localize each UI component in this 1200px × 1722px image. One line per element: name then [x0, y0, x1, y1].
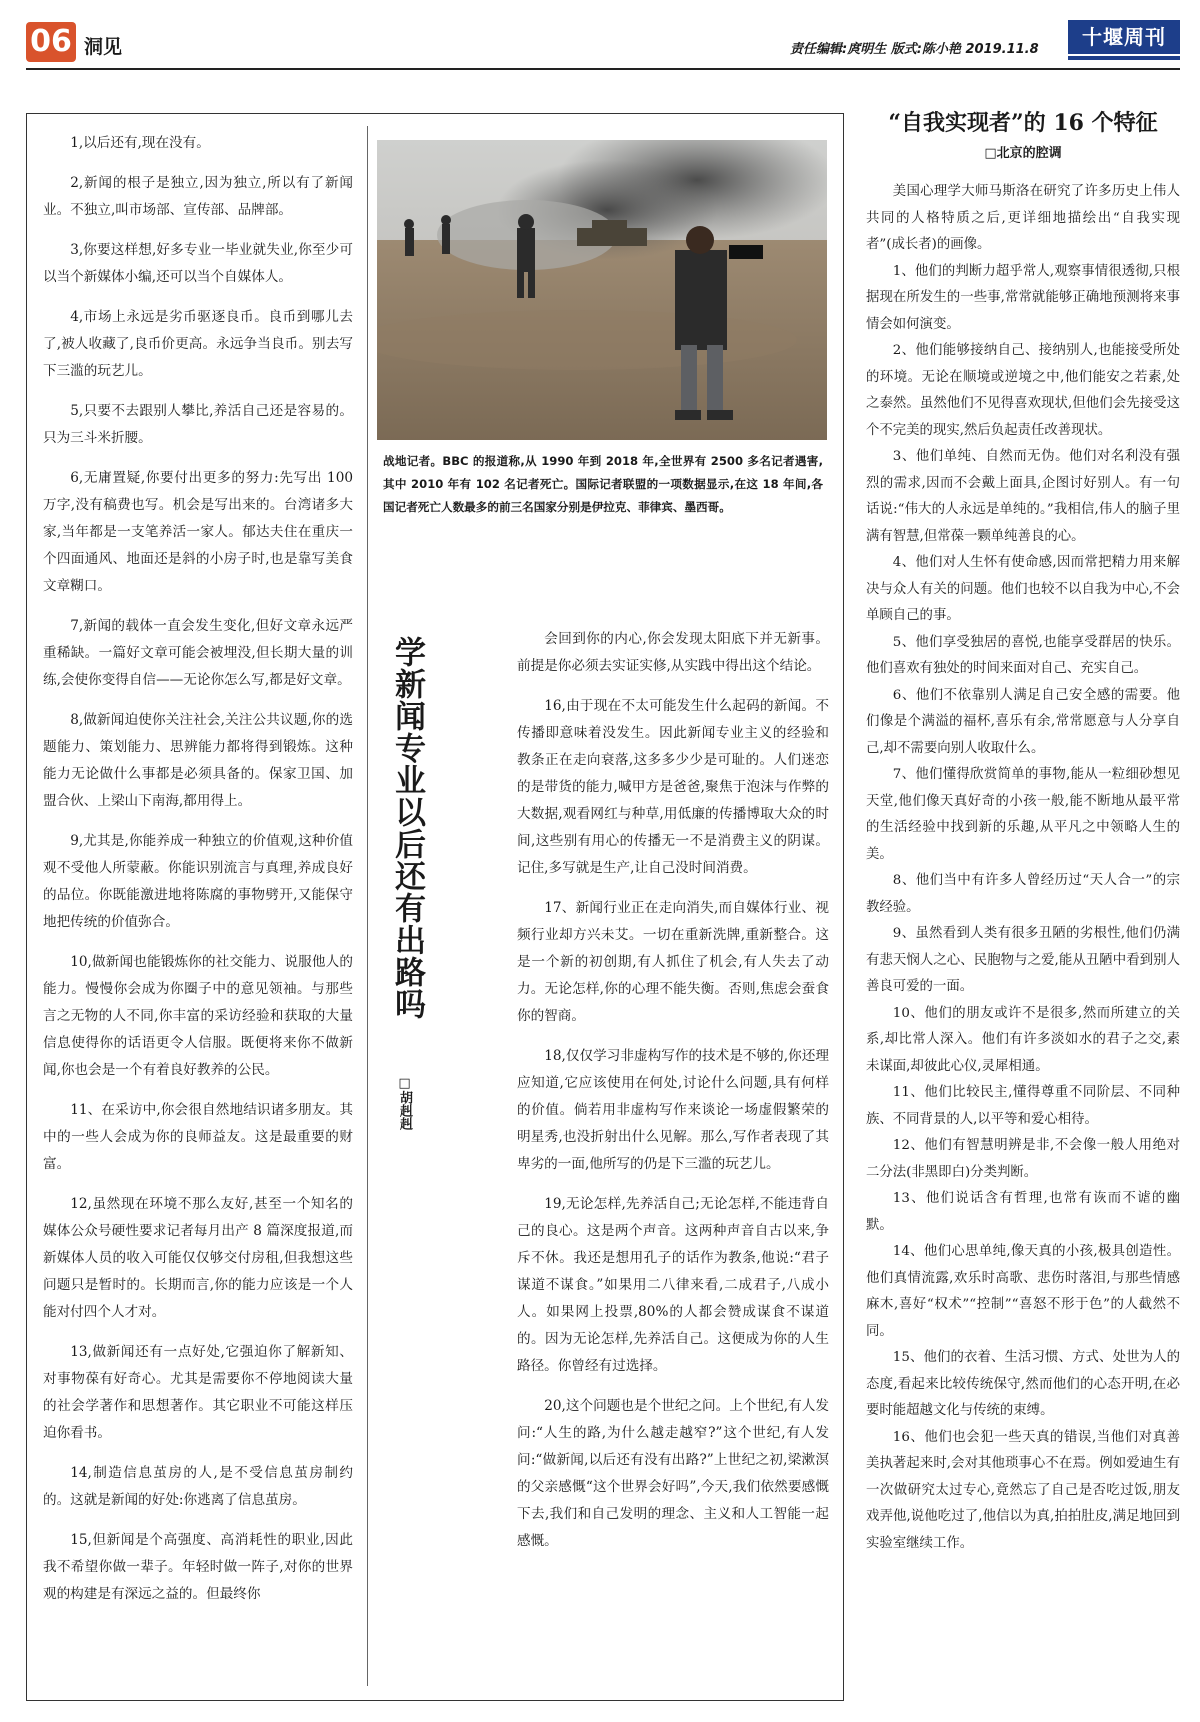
masthead-stripe	[1068, 56, 1180, 60]
side-article-paragraph: 美国心理学大师马斯洛在研究了许多历史上伟人共同的人格特质之后,更详细地描绘出“自我实现者”(成长者)的画像。	[866, 184, 1180, 252]
header-rule	[26, 68, 1180, 70]
article-column-2	[517, 626, 829, 1568]
side-article-paragraph: 10、他们的朋友或许不是很多,然而所建立的关系,却比常人深入。他们有许多淡如水的君子之交,素未谋面,却彼此心仪,灵犀相通。	[866, 1005, 1180, 1074]
side-article-paragraph: 13、他们说话含有哲理,也常有诙而不谑的幽默。	[866, 1191, 1180, 1233]
article-paragraph: 13,做新闻还有一点好处,它强迫你了解新知、对事物葆有好奇心。尤其是需要你不停地阅读大量的社会学著作和思想著作。其它职业不可能这样压迫你看书。	[43, 1344, 353, 1441]
article-paragraph: 4,市场上永远是劣币驱逐良币。良币到哪儿去了,被人收藏了,良币价更高。永远争当良币。别去写下三滥的玩艺儿。	[43, 309, 353, 379]
side-article-title: “自我实现者”的 16 个特征	[888, 110, 1158, 136]
main-article	[26, 113, 844, 1701]
column-divider	[367, 126, 368, 1686]
article-column-1	[43, 130, 353, 1621]
side-article-paragraph: 14、他们心思单纯,像天真的小孩,极具创造性。他们真情流露,欢乐时高歌、悲伤时落泪,与那些情感麻木,喜好“权术”“控制”“喜怒不形于色”的人截然不同。	[866, 1244, 1180, 1339]
article-paragraph: 9,尤其是,你能养成一种独立的价值观,这种价值观不受他人所蒙蔽。你能识别流言与真理,养成良好的品位。你既能激进地将陈腐的事物劈开,又能保守地把传统的价值弥合。	[43, 833, 353, 930]
article-paragraph: 3,你要这样想,好多专业一毕业就失业,你至少可以当个新媒体小编,还可以当个自媒体人。	[43, 242, 353, 285]
side-article-paragraph: 1、他们的判断力超乎常人,观察事情很透彻,只根据现在所发生的一些事,常常就能够正确地预测将来事情会如何演变。	[866, 263, 1180, 332]
section-name: 洞见	[84, 36, 123, 58]
article-paragraph: 1,以后还有,现在没有。	[70, 135, 210, 151]
page-header	[0, 0, 1200, 80]
article-paragraph: 16,由于现在不太可能发生什么起码的新闻。不传播即意味着没发生。因此新闻专业主义的经验和教条正在走向衰落,这多多少少是可耻的。人们迷恋的是带货的能力,喊甲方是爸爸,聚焦于泡沫与作弊的大数据,观看网红与种草,用低廉的传播博取大众的时间,这些别有用心的传播无一不是消费主义的阴谋。记住,多写就是生产,让自己没时间消费。	[517, 698, 829, 876]
side-article-paragraph: 2、他们能够接纳自己、接纳别人,也能接受所处的环境。无论在顺境或逆境之中,他们能安之若素,处之泰然。虽然他们不见得喜欢现状,但他们会先接受这个不完美的现实,然后负起责任改善现状。	[866, 343, 1180, 438]
article-paragraph: 12,虽然现在环境不那么友好,甚至一个知名的媒体公众号硬性要求记者每月出产 8 篇深度报道,而新媒体人员的收入可能仅仅够交付房租,但我想这些问题只是暂时的。长期而言,你的能力应该是一个人能对付四个人才对。	[43, 1196, 353, 1320]
side-article-paragraph: 15、他们的衣着、生活习惯、方式、处世为人的态度,看起来比较传统保守,然而他们的心态开明,在必要时能超越文化与传统的束缚。	[866, 1350, 1180, 1418]
article-paragraph: 5,只要不去跟别人攀比,养活自己还是容易的。只为三斗米折腰。	[43, 403, 353, 446]
side-article-paragraph: 3、他们单纯、自然而无伪。他们对名利没有强烈的需求,因而不会戴上面具,企图讨好别人。有一句话说:“伟大的人永远是单纯的。”我相信,伟人的脑子里满有智慧,但常葆一颗单纯善良的心。	[866, 449, 1180, 544]
article-paragraph: 8,做新闻迫使你关注社会,关注公共议题,你的选题能力、策划能力、思辨能力都将得到锻炼。这种能力无论做什么事都是必须具备的。保家卫国、加盟合伙、上梁山下南海,都用得上。	[43, 712, 353, 809]
side-article-author: □北京的腔调	[984, 146, 1062, 161]
article-paragraph: 10,做新闻也能锻炼你的社交能力、说服他人的能力。慢慢你会成为你圈子中的意见领袖。与那些言之无物的人不同,你丰富的采访经验和获取的大量信息使得你的话语更令人信服。既便将来你不做新闻,你也会是一个有着良好教养的公民。	[43, 954, 353, 1078]
side-article-paragraph: 6、他们不依靠别人满足自己安全感的需要。他们像是个满溢的福杯,喜乐有余,常常愿意与人分享自己,却不需要向别人收取什么。	[866, 687, 1180, 756]
photo-illustration	[377, 140, 827, 440]
side-article-paragraph: 8、他们当中有许多人曾经历过“天人合一”的宗教经验。	[866, 873, 1180, 915]
side-article-paragraph: 9、虽然看到人类有很多丑陋的劣根性,他们仍满有悲天悯人之心、民胞物与之爱,能从丑陋中看到别人善良可爱的一面。	[866, 926, 1180, 994]
article-paragraph: 18,仅仅学习非虚构写作的技术是不够的,你还理应知道,它应该使用在何处,讨论什么问题,具有何样的价值。倘若用非虚构写作来谈论一场虚假繁荣的明星秀,也没折射出什么见解。那么,写作者表现了其卑劣的一面,他所写的仍是下三滥的玩艺儿。	[517, 1048, 829, 1172]
side-article-paragraph: 4、他们对人生怀有使命感,因而常把精力用来解决与众人有关的问题。他们也较不以自我为中心,不会单顾自己的事。	[866, 555, 1180, 623]
article-paragraph: 17、新闻行业正在走向消失,而自媒体行业、视频行业却方兴未艾。一切在重新洗牌,重新整合。这是一个新的初创期,有人抓住了机会,有人失去了动力。无论怎样,你的心理不能失衡。否则,焦虑会蚕食你的智商。	[517, 900, 829, 1024]
side-article-paragraph: 7、他们懂得欣赏简单的事物,能从一粒细砂想见天堂,他们像天真好奇的小孩一般,能不断地从最平常的生活经验中找到新的乐趣,从平凡之中领略人生的美。	[866, 767, 1180, 862]
side-article-paragraph: 12、他们有智慧明辨是非,不会像一般人用绝对二分法(非黑即白)分类判断。	[866, 1138, 1180, 1180]
article-paragraph: 19,无论怎样,先养活自己;无论怎样,不能违背自己的良心。这是两个声音。这两种声音自古以来,争斥不休。我还是想用孔子的话作为教条,他说:“君子谋道不谋食。”如果用二八律来看,二成君子,八成小人。如果网上投票,80%的人都会赞成谋食不谋道的。因为无论怎样,先养活自己。这便成为你的人生路径。你曾经有过选择。	[517, 1196, 829, 1374]
side-article-body	[866, 179, 1180, 1557]
photo-caption: 战地记者。BBC 的报道称,从 1990 年到 2018 年,全世界有 2500 多名记者遇害,其中 2010 年有 102 名记者死亡。国际记者联盟的一项数据显示,在这 18 年间,各国记者死亡人数最多的前三名国家分别是伊拉克、菲律宾、墨西哥。	[383, 454, 823, 514]
war-correspondent-photo	[377, 140, 827, 440]
masthead-logo: 十堰周刊	[1068, 20, 1180, 54]
article-paragraph: 7,新闻的载体一直会发生变化,但好文章永远严重稀缺。一篇好文章可能会被埋没,但长期大量的训练,会使你变得自信——无论你怎么写,都是好文章。	[43, 618, 353, 688]
side-article-paragraph: 5、他们享受独居的喜悦,也能享受群居的快乐。他们喜欢有独处的时间来面对自己、充实自己。	[866, 634, 1180, 676]
side-article-paragraph: 11、他们比较民主,懂得尊重不同阶层、不同种族、不同背景的人,以平等和爱心相待。	[866, 1085, 1180, 1127]
side-article	[866, 105, 1180, 1557]
article-paragraph: 11、在采访中,你会很自然地结识诸多朋友。其中的一些人会成为你的良师益友。这是最重要的财富。	[43, 1102, 353, 1172]
article-paragraph: 15,但新闻是个高强度、高消耗性的职业,因此我不希望你做一辈子。年轻时做一阵子,对你的世界观的构建是有深远之益的。但最终你	[43, 1532, 353, 1602]
article-paragraph: 14,制造信息茧房的人,是不受信息茧房制约的。这就是新闻的好处:你逃离了信息茧房。	[43, 1465, 353, 1508]
article-paragraph: 6,无庸置疑,你要付出更多的努力:先写出 100 万字,没有稿费也写。机会是写出来的。台湾诸多大家,当年都是一支笔养活一家人。郁达夫住在重庆一个四面通风、地面还是斜的小房子时,也是靠写美食文章糊口。	[43, 470, 353, 594]
side-article-paragraph: 16、他们也会犯一些天真的错误,当他们对真善美执著起来时,会对其他琐事心不在焉。例如爱迪生有一次做研究太过专心,竟然忘了自己是否吃过饭,朋友戏弄他,说他吃过了,他信以为真,拍拍肚皮,满足地回到实验室继续工作。	[866, 1429, 1180, 1551]
page-number: 06	[26, 22, 76, 62]
article-headline: 学新闻专业以后还有出路吗	[389, 636, 425, 1020]
article-paragraph: 会回到你的内心,你会发现太阳底下并无新事。前提是你必须去实证实修,从实践中得出这个结论。	[517, 631, 829, 674]
editor-credit-line: 责任编辑:庹明生 版式:陈小艳 2019.11.8	[790, 42, 1039, 57]
article-byline: □胡赳赳	[397, 1076, 412, 1130]
article-paragraph: 2,新闻的根子是独立,因为独立,所以有了新闻业。不独立,叫市场部、宣传部、品牌部。	[43, 175, 353, 218]
article-paragraph: 20,这个问题也是个世纪之问。上个世纪,有人发问:“人生的路,为什么越走越窄?”这个世纪,有人发问:“做新闻,以后还有没有出路?”上世纪之初,梁漱溟的父亲感慨“这个世界会好吗”,今天,我们依然要感慨下去,我们和自己发明的理念、主义和人工智能一起感慨。	[517, 1398, 829, 1549]
